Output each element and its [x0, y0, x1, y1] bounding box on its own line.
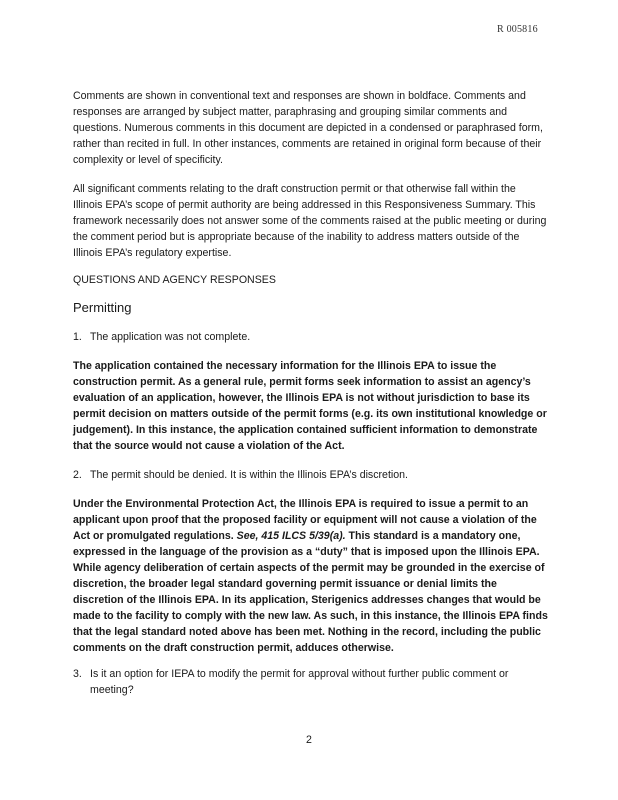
- answer-1: The application contained the necessary information for the Illinois EPA to issue the construction permit. As a general rule, permit forms seek information to assist an agency’s evaluation of an application, however, the Illinois EPA is not without jurisdiction to base its permit decision on matters outside of the permit forms (e.g. its own institutional knowledge or judgement). In this instance, the application contained sufficient information to demonstrate that the source would not cause a violation of the Act.: [73, 360, 547, 452]
- legal-citation: See, 415 ILCS 5/39(a).: [236, 530, 346, 542]
- page-number: 2: [306, 734, 312, 746]
- section-title: Permitting: [73, 300, 132, 315]
- answer-2-part2: This standard is a mandatory one, expressed in the language of the provision as a “duty” that is imposed upon the Illinois EPA. While agency deliberation of certain aspects of the permit may be grounded in the exercise of discretion, the broader legal standard governing permit issuance or denial limits the discretion of the Illinois EPA. In its application, Sterigenics addresses changes that would be made to the facility to comply with the new law. As such, in this instance, the Illinois EPA finds that the legal standard noted above has been met. Nothing in the record, including the public comments on the draft construction permit, adduces otherwise.: [73, 530, 548, 654]
- question-2: [73, 467, 548, 483]
- document-body: [73, 88, 548, 711]
- scope-paragraph: All significant comments relating to the draft construction permit or that otherwise fall within the Illinois EPA’s scope of permit authority are being addressed in this Responsiveness Summary. This framework necessarily does not answer some of the comments raised at the public meeting or during the comment period but is appropriate because of the inability to address matters outside of the Illinois EPA’s regulatory expertise.: [73, 183, 547, 259]
- answer-2: [73, 496, 548, 656]
- question-number: 2.: [73, 469, 82, 481]
- question-text: The permit should be denied. It is within the Illinois EPA’s discretion.: [90, 469, 408, 481]
- question-number: 3.: [73, 668, 82, 680]
- intro-paragraph: Comments are shown in conventional text and responses are shown in boldface. Comments and responses are arranged by subject matter, paraphrasing and grouping similar comments and questions. Numerous comments in this document are depicted in a condensed or paraphrased form, rather than recited in full. In other instances, comments are retained in original form because of their complexity or level of specificity.: [73, 90, 543, 166]
- questions-heading: QUESTIONS AND AGENCY RESPONSES: [73, 274, 276, 286]
- question-number: 1.: [73, 331, 82, 343]
- question-text: Is it an option for IEPA to modify the permit for approval without further public comment or meeting?: [90, 668, 509, 696]
- question-1: [73, 329, 548, 345]
- question-3: [73, 666, 548, 698]
- question-text: The application was not complete.: [90, 331, 251, 343]
- answer-2-part1: Under the Environmental Protection Act, the Illinois EPA is required to issue a permit to an applicant upon proof that the proposed facility or equipment will not cause a violation of the Act or promulgated regulations.: [73, 498, 537, 542]
- bates-stamp: R 005816: [497, 24, 538, 35]
